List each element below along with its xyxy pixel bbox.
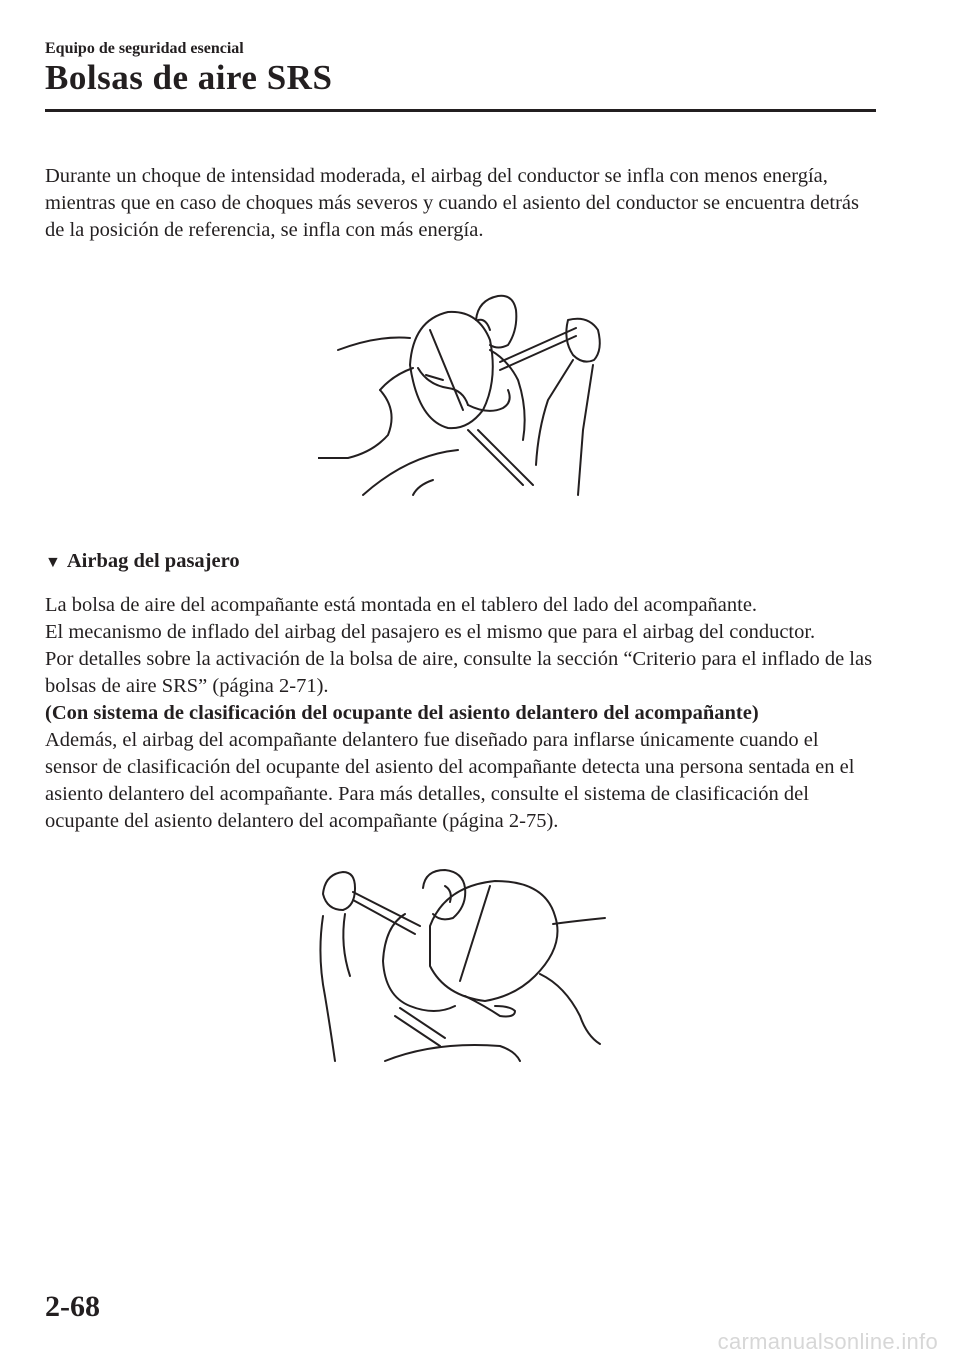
passenger-section-body bbox=[45, 592, 875, 835]
passenger-line-2: El mecanismo de inflado del airbag del pasajero es el mismo que para el airbag del conductor. bbox=[45, 621, 816, 643]
section-label: Equipo de seguridad esencial bbox=[45, 40, 244, 57]
watermark: carmanualsonline.info bbox=[717, 1329, 938, 1354]
page-number: 2-68 bbox=[45, 1290, 100, 1323]
occupant-classification-note-title: (Con sistema de clasificación del ocupante del asiento delantero del acompañante) bbox=[45, 702, 759, 724]
passenger-line-1: La bolsa de aire del acompañante está montada en el tablero del lado del acompañante. bbox=[45, 594, 758, 616]
passenger-airbag-illustration bbox=[315, 866, 610, 1064]
title-rule bbox=[45, 109, 876, 112]
passenger-line-3: Por detalles sobre la activación de la bolsa de aire, consulte la sección “Criterio para el inflado de las bolsas de aire SRS” (página 2-71). bbox=[45, 648, 873, 697]
occupant-classification-note-text: Además, el airbag del acompañante delantero fue diseñado para inflarse únicamente cuando el sensor de clasificación del ocupante del asiento del acompañante detecta una persona sentada en el asiento delantero del acompañante. Para más detalles, consulte el sistema de clasificación del ocupante del asiento delantero del acompañante (página 2-75). bbox=[45, 729, 855, 832]
passenger-heading-text: Airbag del pasajero bbox=[66, 550, 240, 572]
page-title: Bolsas de aire SRS bbox=[45, 58, 333, 97]
intro-paragraph bbox=[45, 163, 875, 244]
passenger-airbag-heading bbox=[45, 550, 240, 573]
driver-airbag-illustration bbox=[318, 290, 628, 500]
intro-text: Durante un choque de intensidad moderada, el airbag del conductor se infla con menos energía, mientras que en caso de choques más severos y cuando el asiento del conductor se encuentra detrás de la posición de referencia, se infla con más energía. bbox=[45, 165, 860, 241]
triangle-marker-icon: ▼ bbox=[45, 554, 61, 571]
